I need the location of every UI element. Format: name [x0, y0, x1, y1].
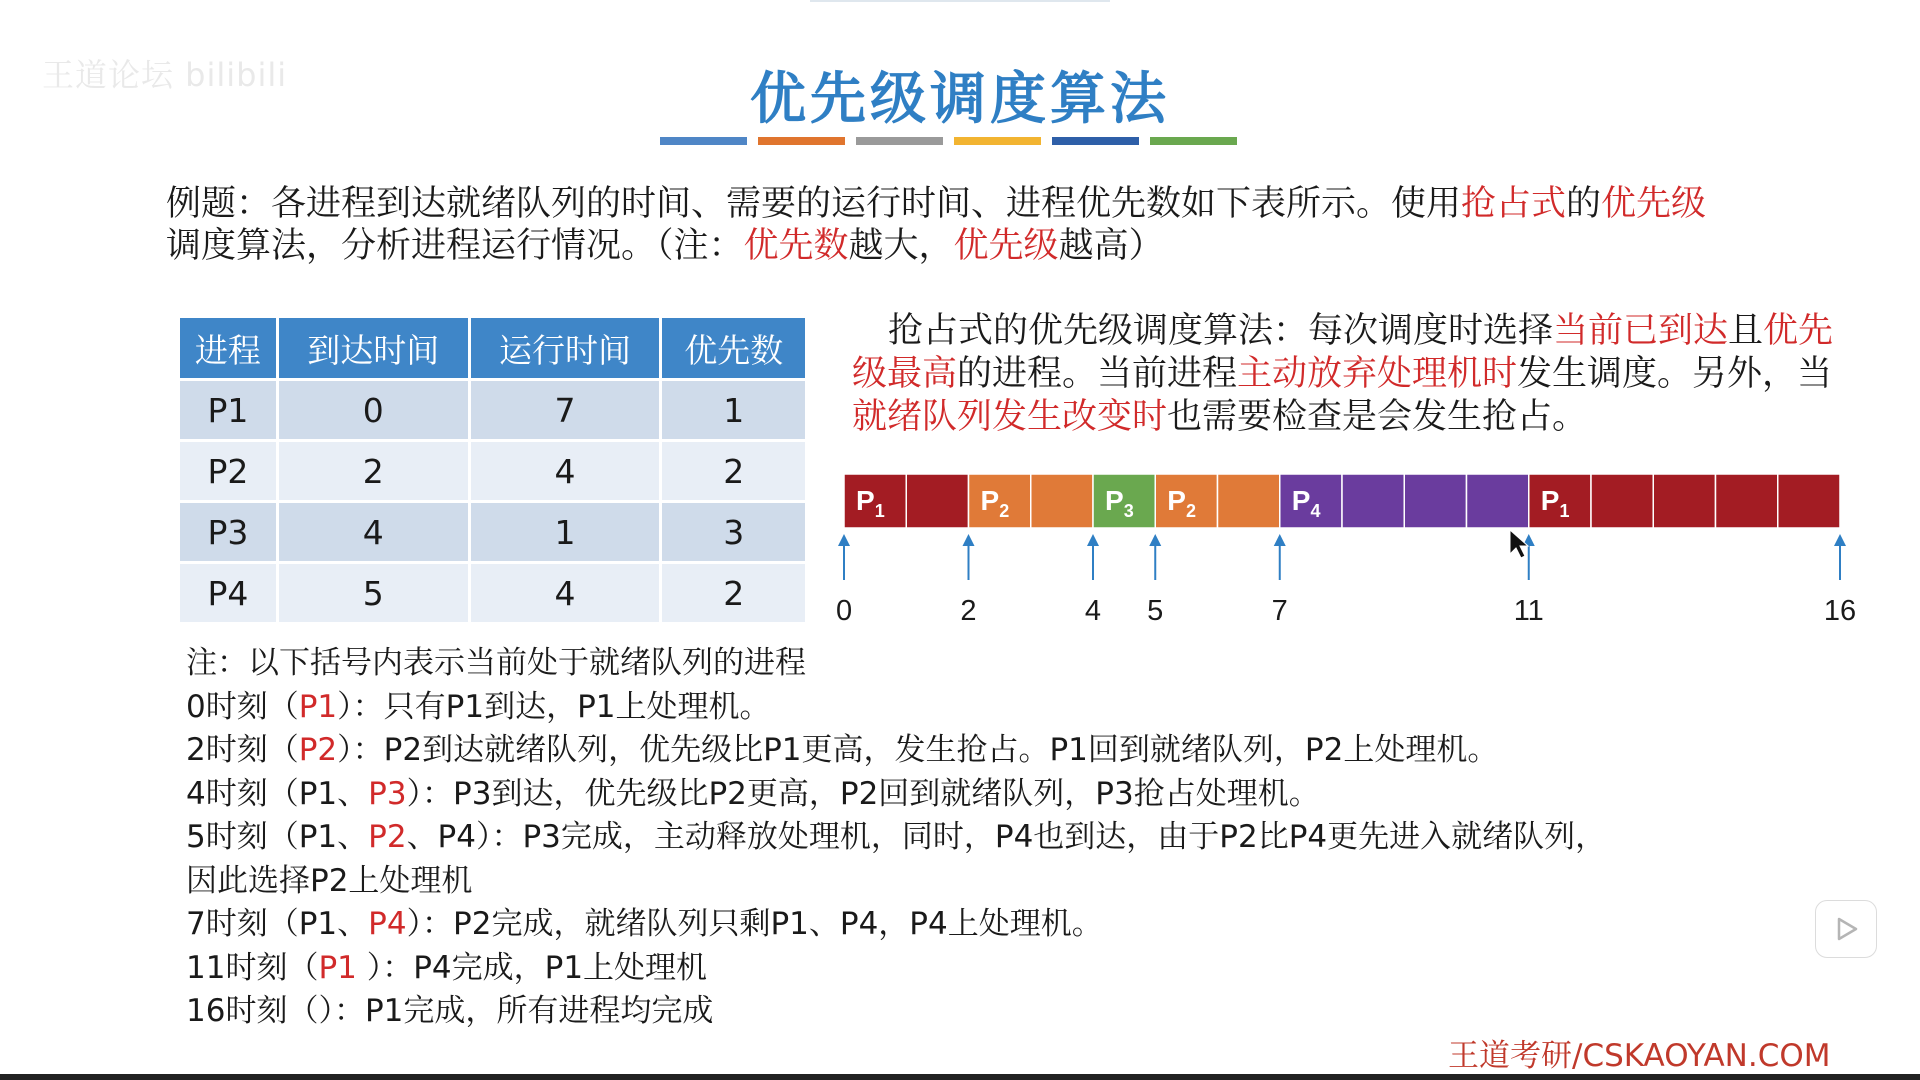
rule-text: 的进程。当前进程	[957, 354, 1238, 394]
bottom-bar	[0, 1074, 1920, 1080]
gantt-label-main: P	[856, 485, 875, 516]
intro-highlight: 抢占式	[1461, 184, 1567, 224]
decoration-bar	[856, 137, 943, 145]
example-intro	[166, 183, 1766, 267]
note-ready-process: P3	[368, 775, 407, 812]
table-cell: 1	[661, 380, 807, 441]
timeline-tick-label: 4	[1084, 595, 1102, 627]
decoration-bar	[1052, 137, 1139, 145]
rule-text: 且	[1728, 311, 1764, 351]
timeline-tick-label: 16	[1823, 595, 1857, 627]
slide-title: 优先级调度算法	[750, 67, 1170, 132]
play-button[interactable]	[1815, 900, 1877, 958]
rule-highlight: 优先级最高	[852, 311, 1834, 394]
note-ready-process: P4	[368, 906, 407, 942]
timeline-arrowhead	[838, 534, 850, 546]
gantt-label-subscript: 4	[1310, 501, 1321, 521]
timeline-arrowhead	[1274, 534, 1286, 546]
intro-text: 例题：各进程到达就绪队列的时间、需要的运行时间、进程优先数如下表所示。使用	[166, 184, 1462, 224]
note-text: 0时刻（	[186, 688, 299, 725]
gantt-cell	[1653, 474, 1715, 528]
note-text: 因此选择P2上处理机	[186, 862, 473, 899]
timeline-arrowhead	[1087, 534, 1099, 546]
rule-description	[852, 310, 1852, 439]
table-cell: 7	[469, 380, 661, 441]
rule-highlight: 就绪队列发生改变时	[852, 397, 1168, 437]
notes-list	[186, 686, 1846, 1034]
intro-highlight: 优先级	[953, 226, 1059, 266]
note-line	[186, 816, 1846, 860]
table-cell: P3	[180, 502, 277, 563]
rule-text: 也需要检查是会发生抢占。	[1167, 397, 1588, 437]
table-row	[180, 380, 807, 441]
gantt-label-main: P	[1291, 485, 1311, 516]
gantt-cell	[1404, 474, 1466, 528]
watermark: 王道论坛 bilibili	[42, 56, 288, 94]
table-cell: 1	[469, 502, 661, 563]
intro-text: 越高）	[1058, 226, 1164, 266]
table-row	[180, 563, 807, 623]
table-row	[180, 502, 807, 563]
table-header-row	[180, 318, 807, 380]
note-line	[186, 860, 1846, 904]
gantt-cell	[1218, 474, 1280, 528]
process-table	[180, 318, 808, 622]
gantt-label-subscript: 2	[999, 501, 1010, 521]
timeline-arrowhead	[963, 534, 975, 546]
table-header-cell: 运行时间	[469, 318, 661, 380]
decoration-bar	[660, 137, 747, 145]
table-cell: 5	[277, 563, 469, 623]
table-row	[180, 441, 807, 502]
table-cell: 4	[469, 441, 661, 502]
gantt-cell	[1778, 474, 1840, 528]
mouse-cursor-icon	[1510, 530, 1528, 558]
note-line	[186, 990, 1846, 1034]
play-icon	[1831, 914, 1861, 944]
gantt-cell	[906, 474, 968, 528]
note-text: 2时刻（	[186, 732, 299, 768]
gantt-label-main: P	[1105, 485, 1124, 516]
table-cell: P4	[180, 563, 277, 623]
gantt-cell	[1031, 474, 1093, 528]
table-header-cell: 优先数	[661, 318, 807, 380]
gantt-label-subscript: 3	[1123, 501, 1134, 521]
gantt-label-main: P	[1167, 485, 1186, 516]
intro-text: 调度算法，分析进程运行情况。（注：	[166, 226, 744, 266]
intro-text: 的	[1566, 184, 1602, 224]
note-ready-process: P2	[368, 819, 407, 855]
gantt-cell	[1342, 474, 1404, 528]
gantt-cell	[1591, 474, 1653, 528]
note-text: 、P4）：P3完成，主动释放处理机，同时，P4也到达，由于P2比P4更先进入就绪队列，	[406, 819, 1607, 855]
note-line	[186, 947, 1846, 991]
intro-text: 越大，	[848, 226, 954, 266]
decoration-bar	[1150, 137, 1237, 145]
gantt-label-subscript: 1	[1559, 501, 1570, 521]
note-ready-process: P1	[318, 949, 357, 986]
note-line	[186, 773, 1846, 817]
note-ready-process: P2	[298, 732, 338, 768]
rule-text: 抢占式的优先级调度算法：每次调度时选择	[888, 311, 1554, 351]
timeline-tick-label: 0	[835, 595, 853, 627]
gantt-label-subscript: 2	[1185, 501, 1196, 521]
table-cell: 2	[277, 441, 469, 502]
intro-highlight: 优先级	[1601, 184, 1707, 224]
table-cell: P2	[180, 441, 277, 502]
table-header-cell: 到达时间	[277, 318, 469, 380]
note-text: ）：只有P1到达，P1上处理机。	[337, 688, 771, 725]
title-decoration-bars	[660, 137, 1237, 145]
note-text: ）：P3到达，优先级比P2更高，P2回到就绪队列，P3抢占处理机。	[406, 775, 1320, 812]
timeline-tick-label: 7	[1271, 595, 1288, 627]
timeline-tick-label: 11	[1513, 595, 1544, 627]
note-line	[186, 729, 1846, 773]
intro-highlight: 优先数	[743, 226, 849, 266]
timeline-arrowhead	[1834, 534, 1846, 546]
decoration-bar	[954, 137, 1041, 145]
table-header-cell: 进程	[180, 318, 277, 380]
note-ready-process: P1	[298, 688, 338, 725]
notes-header: 注：以下括号内表示当前处于就绪队列的进程	[186, 645, 806, 681]
gantt-label-subscript: 1	[874, 501, 885, 521]
timeline-tick-label: 5	[1147, 595, 1164, 627]
credit-text: 王道考研/CSKAOYAN.COM	[1448, 1038, 1831, 1074]
note-text: 5时刻（P1、	[186, 819, 369, 855]
note-text: ）：P4完成，P1上处理机	[356, 949, 708, 986]
note-text: 7时刻（P1、	[186, 906, 369, 942]
table-cell: P1	[180, 380, 277, 441]
gantt-label-main: P	[980, 485, 1000, 516]
table-cell: 4	[469, 563, 661, 623]
table-cell: 4	[277, 502, 469, 563]
timeline-notes	[186, 642, 1846, 1034]
table-cell: 3	[661, 502, 807, 563]
table-cell: 0	[277, 380, 469, 441]
decoration-bar	[758, 137, 845, 145]
timeline-tick-label: 2	[960, 595, 977, 627]
rule-text: 发生调度。另外，当	[1517, 354, 1833, 394]
gantt-label-main: P	[1540, 485, 1560, 516]
rule-highlight: 主动放弃处理机时	[1237, 354, 1518, 394]
gantt-cell	[1467, 474, 1529, 528]
table-cell: 2	[661, 441, 807, 502]
gantt-cell	[1716, 474, 1778, 528]
note-text: 11时刻（	[186, 949, 319, 986]
rule-highlight: 当前已到达	[1553, 311, 1729, 351]
gantt-chart	[835, 474, 1880, 634]
note-text: 16时刻（）：P1完成，所有进程均完成	[186, 993, 714, 1029]
top-progress-strip	[810, 0, 1110, 2]
note-text: ）：P2到达就绪队列，优先级比P1更高，发生抢占。P1回到就绪队列，P2上处理机。	[337, 732, 1499, 768]
note-line	[186, 686, 1846, 730]
timeline-arrowhead	[1149, 534, 1161, 546]
note-text: 4时刻（P1、	[186, 775, 369, 812]
note-text: ）：P2完成，就绪队列只剩P1、P4，P4上处理机。	[406, 906, 1103, 942]
note-line	[186, 903, 1846, 947]
table-cell: 2	[661, 563, 807, 623]
